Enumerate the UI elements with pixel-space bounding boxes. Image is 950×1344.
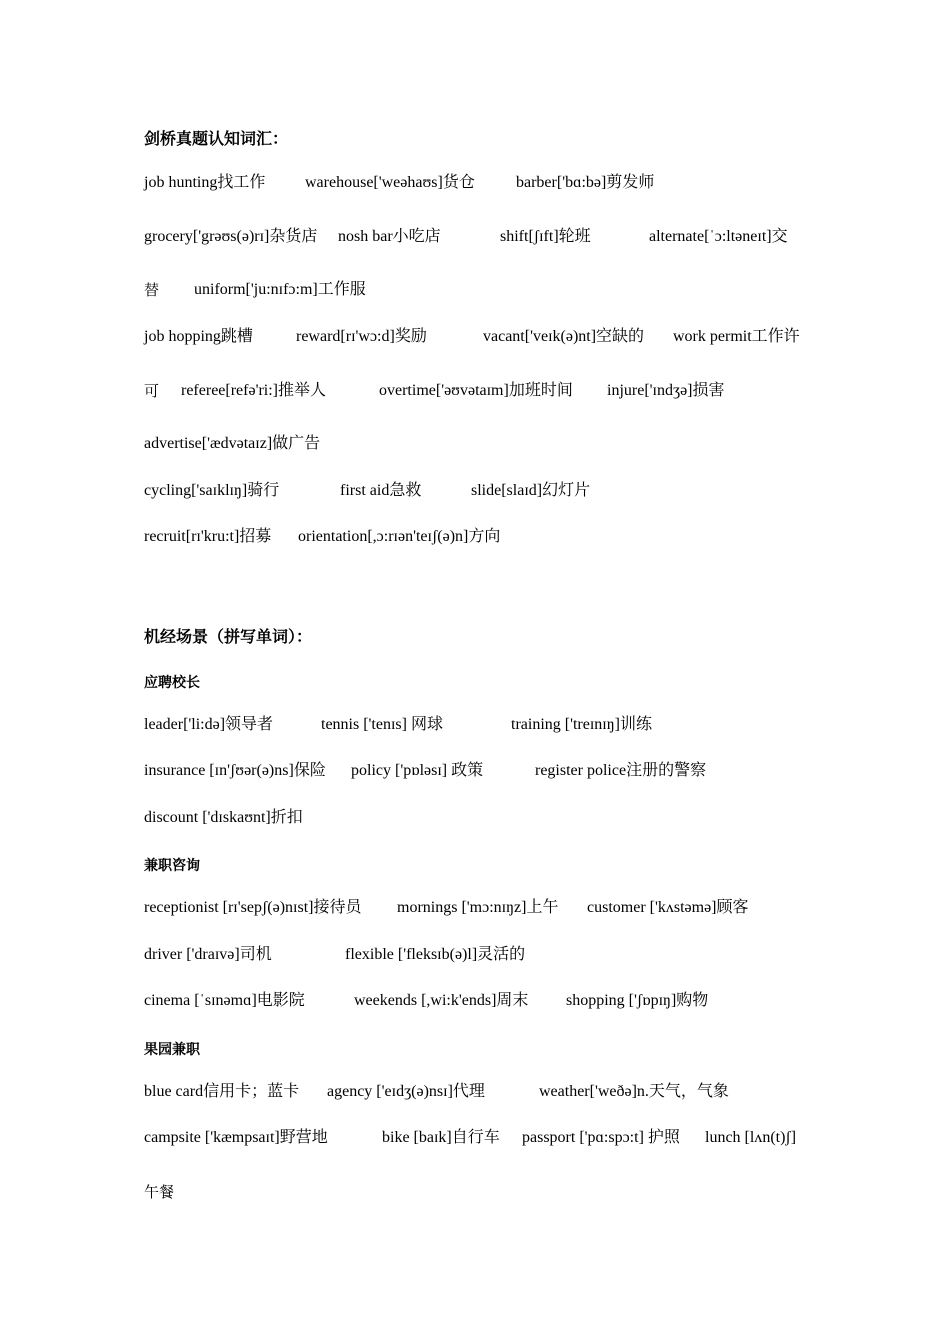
vocab-entry: weather['weðə]n.天气，气象 (539, 1083, 729, 1100)
group-title: 兼职咨询 (144, 858, 200, 874)
vocab-entry: grocery['grəʊs(ə)rɪ]杂货店 (144, 228, 318, 245)
vocab-entry: orientation[,ɔ:rɪən'teɪʃ(ə)n]方向 (298, 528, 501, 545)
vocab-entry: advertise['ædvətaɪz]做广告 (144, 435, 321, 452)
vocab-entry: nosh bar小吃店 (338, 228, 441, 245)
vocab-entry-continuation: 可 (144, 382, 160, 400)
vocab-entry: work permit工作许 (673, 328, 800, 345)
section-title-scenarios: 机经场景（拼写单词）： (144, 627, 313, 646)
vocab-entry: cycling['saɪklɪŋ]骑行 (144, 482, 280, 499)
vocab-entry-continuation: 午餐 (144, 1183, 175, 1201)
vocab-entry: injure['ɪndʒə]损害 (607, 382, 725, 399)
vocab-entry: vacant['veɪk(ə)nt]空缺的 (483, 328, 645, 345)
vocab-entry: lunch [lʌn(t)ʃ] (705, 1129, 797, 1146)
vocab-entry: passport ['pɑ:spɔ:t] 护照 (522, 1129, 680, 1146)
vocab-entry: flexible ['fleksɪb(ə)l]灵活的 (345, 946, 526, 963)
vocab-entry: slide[slaɪd]幻灯片 (471, 482, 591, 499)
vocab-entry: mornings ['mɔ:nɪŋz]上午 (397, 899, 559, 916)
vocab-entry: receptionist [rɪ'sepʃ(ə)nɪst]接待员 (144, 899, 362, 916)
vocab-entry: driver ['draɪvə]司机 (144, 946, 272, 963)
vocab-entry: overtime['əʊvətaɪm]加班时间 (379, 382, 573, 399)
vocab-entry: shopping ['ʃɒpɪŋ]购物 (566, 992, 709, 1009)
vocab-entry: weekends [,wi:k'ends]周末 (354, 992, 529, 1009)
vocab-entry: shift[ʃɪft]轮班 (500, 228, 591, 245)
vocab-entry: insurance [ɪn'ʃʊər(ə)ns]保险 (144, 762, 326, 779)
vocab-entry: cinema [ˈsɪnəmɑ]电影院 (144, 992, 305, 1009)
vocab-entry: warehouse['weəhaʊs]货仓 (305, 174, 475, 191)
vocab-entry: bike [baɪk]自行车 (382, 1129, 500, 1146)
vocab-entry: policy ['pɒləsɪ] 政策 (351, 762, 484, 779)
vocab-entry: job hunting找工作 (144, 174, 266, 191)
vocab-entry: first aid急救 (340, 482, 422, 499)
vocab-entry: customer ['kʌstəmə]顾客 (587, 899, 749, 916)
vocab-entry: agency ['eɪdʒ(ə)nsɪ]代理 (327, 1083, 485, 1100)
vocab-entry: referee[refə'ri:]推举人 (181, 382, 327, 399)
group-title: 果园兼职 (144, 1042, 200, 1058)
vocab-entry: uniform['ju:nɪfɔ:m]工作服 (194, 281, 366, 298)
group-title: 应聘校长 (144, 675, 200, 691)
vocab-entry: leader['li:də]领导者 (144, 716, 274, 733)
vocab-entry: alternate[ˈɔ:ltəneɪt]交 (649, 228, 788, 245)
vocab-entry: job hopping跳槽 (144, 328, 253, 345)
vocab-entry: recruit[rɪ'kru:t]招募 (144, 528, 272, 545)
vocab-entry: training ['treɪnɪŋ]训练 (511, 716, 652, 733)
vocab-entry: reward[rɪ'wɔ:d]奖励 (296, 328, 427, 345)
section-title-cambridge-vocab: 剑桥真题认知词汇： (144, 129, 289, 148)
vocab-entry: blue card信用卡；蓝卡 (144, 1083, 300, 1100)
vocab-entry: discount ['dɪskaʊnt]折扣 (144, 809, 303, 826)
vocab-entry: tennis ['tenɪs] 网球 (321, 716, 443, 733)
vocab-entry: register police注册的警察 (535, 762, 707, 779)
vocab-entry-continuation: 替 (144, 281, 160, 299)
vocab-entry: campsite ['kæmpsaɪt]野营地 (144, 1129, 328, 1146)
vocab-entry: barber['bɑ:bə]剪发师 (516, 174, 655, 191)
